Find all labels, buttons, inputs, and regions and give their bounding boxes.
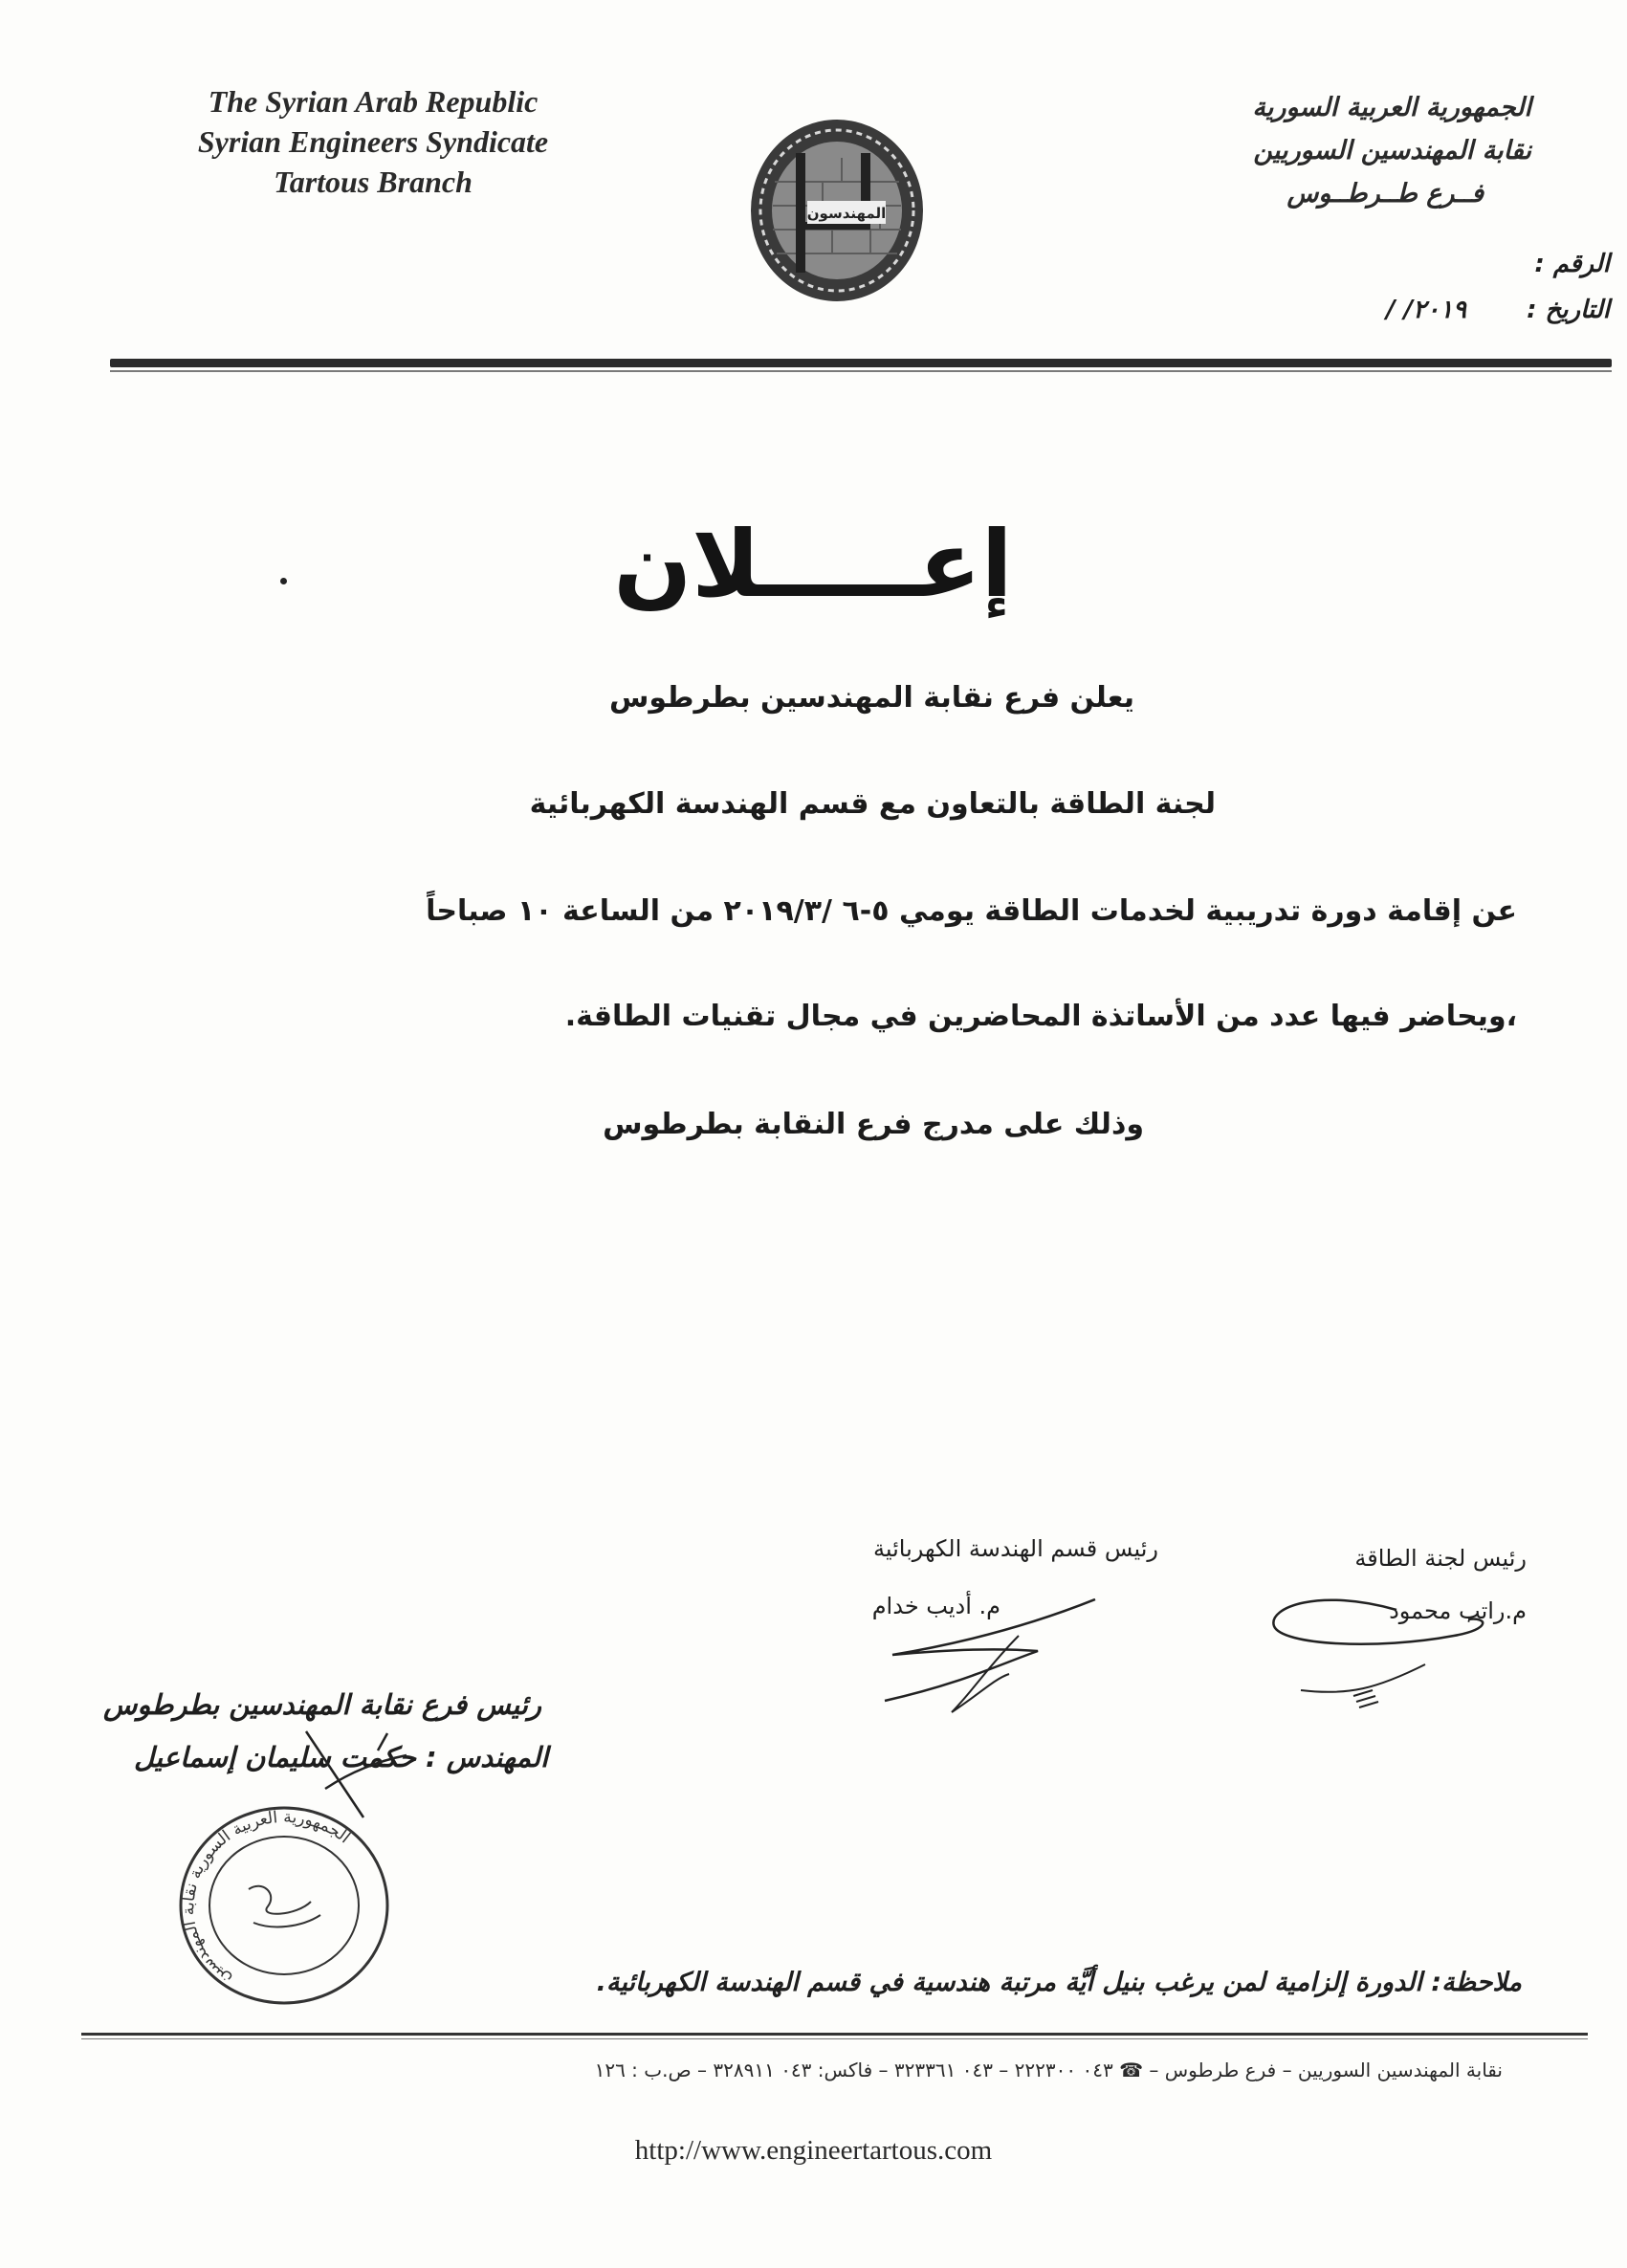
announcement-line-3: عن إقامة دورة تدريبية لخدمات الطاقة يومي ٥-٦ /٢٠١٩/٣ من الساعة ١٠ صباحاً (426, 894, 1517, 928)
energy-committee-title: رئيس لجنة الطاقة (1354, 1545, 1527, 1572)
footer-divider (81, 2033, 1588, 2036)
announcement-title: إعـــــلان (613, 511, 1013, 618)
date-value: / /٢٠١٩ (1386, 296, 1466, 324)
electrical-dept-title: رئيس قسم الهندسة الكهربائية (872, 1535, 1158, 1562)
header-arabic-line-2: نقابة المهندسين السوريين (1253, 136, 1531, 165)
reference-date-block (1227, 241, 1610, 333)
electrical-dept-signature-icon (875, 1588, 1114, 1722)
header-english (143, 81, 603, 202)
note-text: ملاحظة: الدورة إلزامية لمن يرغب بنيل أيَّة مرتبة هندسية في قسم الهندسة الكهربائية. (596, 1968, 1522, 1997)
announcement-line-1: يعلن فرع نقابة المهندسين بطرطوس (609, 681, 1134, 715)
electrical-dept-name: م. أديب خدام (871, 1593, 1000, 1619)
header-english-line-1: The Syrian Arab Republic (208, 84, 539, 119)
header-english-line-2: Syrian Engineers Syndicate (197, 124, 549, 159)
branch-head-name: المهندس : حكمت سليمان إسماعيل (134, 1741, 549, 1773)
branch-head-title: رئيس فرع نقابة المهندسين بطرطوس (103, 1688, 541, 1721)
date-label: التاريخ : (1527, 296, 1610, 324)
header-divider (110, 359, 1612, 367)
announcement-line-2: لجنة الطاقة بالتعاون مع قسم الهندسة الكهربائية (529, 787, 1216, 821)
reference-label: الرقم : (1534, 250, 1610, 278)
header-arabic (1130, 86, 1531, 215)
announcement-line-4: ،ويحاضر فيها عدد من الأساتذة المحاضرين في مجال تقنيات الطاقة. (564, 1000, 1517, 1033)
announcement-line-5: وذلك على مدرج فرع النقابة بطرطوس (603, 1108, 1144, 1141)
header-divider-thin (110, 370, 1612, 372)
stamp-text: الجمهورية العربية السورية نقابة المهندسين (179, 1807, 354, 1991)
syndicate-logo-icon (746, 115, 928, 306)
header-english-line-3: Tartous Branch (274, 165, 473, 199)
footer-contact: نقابة المهندسين السوريين – فرع طرطوس – ☎ ٠٤٣ ٢٢٢٣٠٠ – ٠٤٣ ٣٢٣٣٦١ – فاكس: ٠٤٣ ٣٢٨٩١١ – ص.ب : ١٢٦ (594, 2059, 1503, 2081)
header-arabic-line-3: فــرع طــرطــوس (1286, 179, 1484, 209)
logo-text: المهندسون (806, 205, 887, 222)
energy-committee-name: م.راتب محمود (1389, 1597, 1527, 1624)
stray-dot (280, 578, 287, 584)
energy-committee-signature-icon (1263, 1583, 1502, 1722)
header-arabic-line-1: الجمهورية العربية السورية (1252, 93, 1531, 122)
footer-url[interactable]: http://www.engineertartous.com (634, 2135, 993, 2166)
footer-divider-thin (81, 2038, 1588, 2039)
official-stamp-icon (172, 1798, 397, 2014)
